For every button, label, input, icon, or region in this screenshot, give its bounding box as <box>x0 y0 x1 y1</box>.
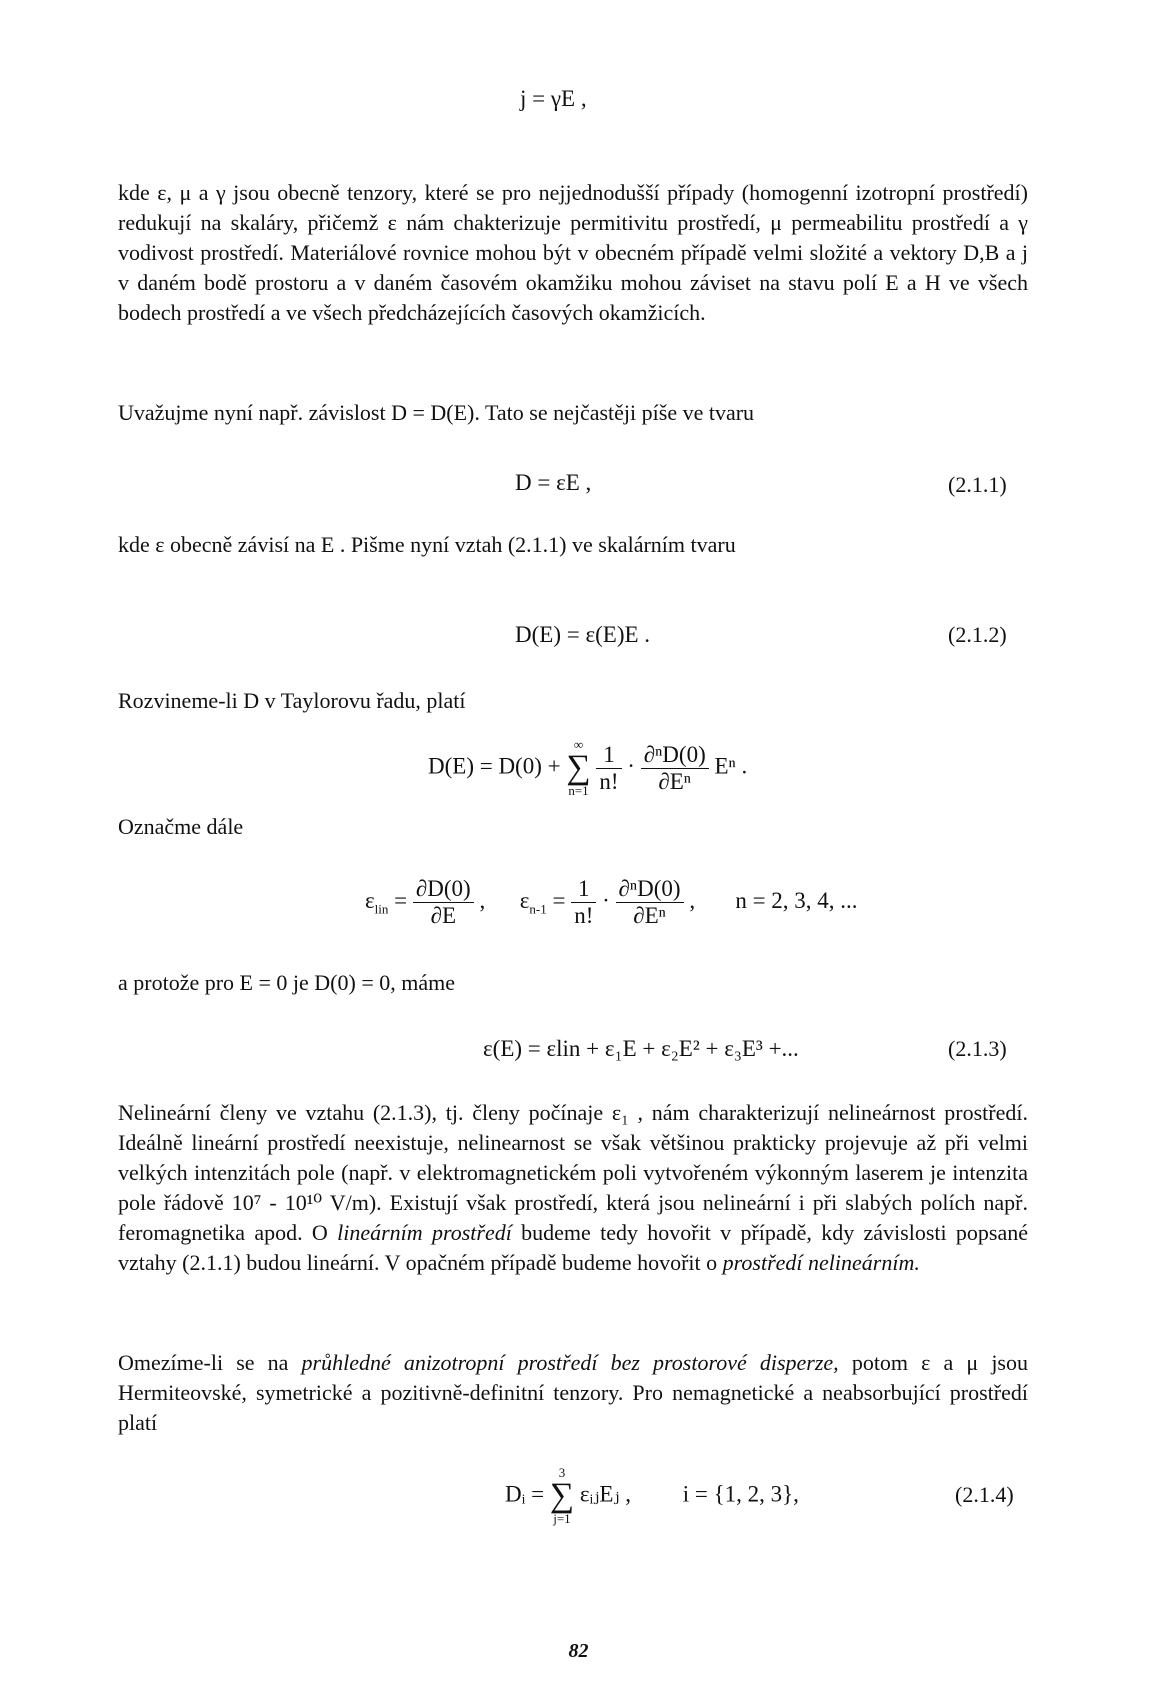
equation-2-1-1: D = εE , <box>515 470 592 495</box>
taylor-tail: Eⁿ . <box>714 753 748 779</box>
fraction-nth-derivative-2: $\frac{\text{∂ⁿD(0)}}{\text{∂Eⁿ}}$ <box>616 876 684 929</box>
summation-symbol: ∞ ∑ n=1 <box>566 737 591 798</box>
equation-top: j = γE , <box>520 86 587 111</box>
paragraph-4: Rozvineme-li D v Taylorovu řadu, platí <box>118 688 466 713</box>
equation-number-2-1-4: (2.1.4) <box>955 1482 1014 1507</box>
taylor-lhs: D(E) = D(0) + <box>428 753 561 779</box>
equation-2-1-4: Dᵢ = 3 ∑ j=1 εᵢⱼEⱼ , i = {1, 2, 3}, <box>505 1465 799 1526</box>
paragraph-3: kde ε obecně závisí na E . Pišme nyní vztah (2.1.1) ve skalárním tvaru <box>118 532 736 557</box>
paragraph-6: a protože pro E = 0 je D(0) = 0, máme <box>118 970 455 995</box>
equation-number-2-1-2: (2.1.2) <box>948 622 1007 647</box>
paragraph-1: kde ε, μ a γ jsou obecně tenzory, které se pro nejjednodušší případy (homogenní izotropní prostředí) redukují na skaláry, přičemž ε nám chakterizuje permitivitu prostředí, μ permeabilitu prostředí a γ vodivost prostředí. Materiálové rovnice mohou být v obecném případě velmi složité a vektory D,B a j v daném bodě prostoru a v daném časovém okamžiku mohou záviset na stavu polí E a H ve všech bodech prostředí a ve všech předcházejících časových okamžicích. <box>118 180 1028 325</box>
paragraph-2: Uvažujme nyní např. závislost D = D(E). Tato se nejčastěji píše ve tvaru <box>118 400 755 425</box>
fraction-nth-derivative: $\frac{\text{∂ⁿD(0)}}{\text{∂Eⁿ}}$ <box>641 742 709 795</box>
definitions-equation: $\varepsilon_{lin}$ = $\frac{\partial D(0)}{\partial E}$ , $\varepsilon_{n-1}$ = $\frac{1}{n!}$ · $\frac{\text{∂ⁿD(0)}}{\text{∂Eⁿ}}$ , n = 2, 3, 4, ... <box>365 876 858 928</box>
equation-number-2-1-3: (2.1.3) <box>948 1036 1007 1061</box>
equation-2-1-2: D(E) = ε(E)E . <box>515 622 651 647</box>
taylor-series-equation: D(E) = D(0) + ∞ ∑ n=1 $\frac{1}{n!}$ · $\frac{\text{∂ⁿD(0)}}{\text{∂Eⁿ}}$ Eⁿ . <box>428 737 748 798</box>
paragraph-8: Omezíme-li se na průhledné anizotropní prostředí bez prostorové disperze, potom ε a μ jsou Hermiteovské, symetrické a pozitivně-definitní tenzory. Pro nemagnetické a neabsorbující prostředí platí <box>118 1350 1028 1435</box>
summation-symbol-2: 3 ∑ j=1 <box>549 1465 575 1526</box>
paragraph-5: Označme dále <box>118 814 244 839</box>
fraction-first-derivative: $\frac{\partial D(0)}{\partial E}$ <box>413 876 474 929</box>
fraction-one-over-factorial-2: $\frac{1}{n!}$ <box>571 876 596 929</box>
equation-2-1-3: ε(E) = εlin + ε₁E + ε₂E² + ε₃E³ +... <box>483 1036 799 1061</box>
paragraph-7: Nelineární členy ve vztahu (2.1.3), tj. členy počínaje ε₁ , nám charakterizují nelineárnost prostředí. Ideálně lineární prostředí neexistuje, nelinearnost se však většinou prakticky projevuje až při velmi velkých intenzitách pole (např. v elektromagnetickém poli vytvořeném výkonným laserem je intenzita pole řádově 10⁷ - 10¹⁰ V/m). Existují však prostředí, která jsou nelineární i při slabých polích např. feromagnetika apod. O lineárním prostředí budeme tedy hovořit v případě, kdy závislosti popsané vztahy (2.1.1) budou lineární. V opačném případě budeme hovořit o prostředí nelineárním. <box>118 1100 1029 1275</box>
equation-number-2-1-1: (2.1.1) <box>948 472 1007 497</box>
fraction-one-over-factorial: $\frac{1}{n!}$ <box>596 742 621 795</box>
page-number: 82 <box>568 1640 589 1662</box>
n-range: n = 2, 3, 4, ... <box>735 887 858 913</box>
